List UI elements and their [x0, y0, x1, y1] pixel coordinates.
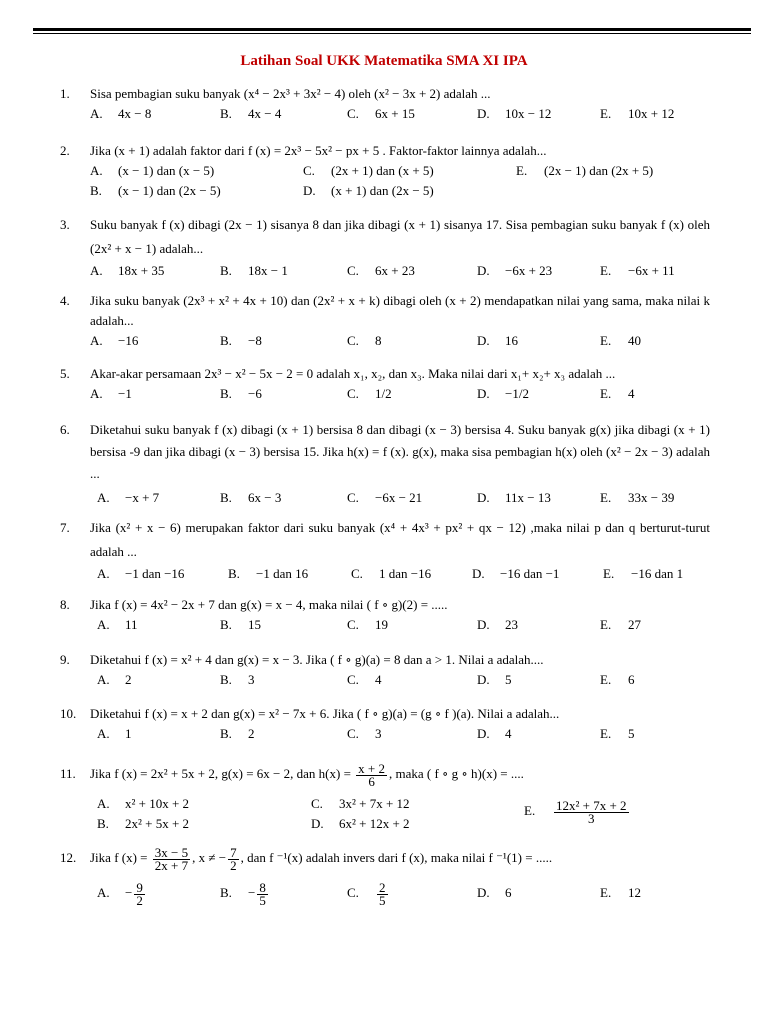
question-7 [60, 516, 710, 584]
question-number: 10. [60, 706, 77, 721]
question-5 [60, 364, 710, 404]
question-2 [60, 141, 710, 201]
question-number: 12. [60, 850, 77, 865]
option-e: E. 27 [600, 617, 641, 632]
option-d: D. 4 [477, 726, 512, 741]
option-b: B. 4x − 4 [220, 106, 282, 121]
question-text: Jika f (x) = $\frac{3x - 5}{2x + 7}$ , x ≠ − $\frac{7}{2}$ , dan f ⁻¹(x) adalah invers dari f (x), maka nilai f ⁻¹(1) = ..... [90, 844, 553, 873]
option-a: A. x² + 10x + 2 [97, 796, 190, 811]
option-e: E. (2x − 1) dan (2x + 5) [516, 163, 654, 178]
option-c: C. $\frac{2}{5}$ [347, 879, 386, 908]
option-b: B. (x − 1) dan (2x − 5) [90, 183, 221, 198]
option-row [60, 181, 710, 201]
option-a: A. −x + 7 [97, 490, 160, 505]
option-b: B. 3 [220, 672, 255, 687]
option-b: B. 18x − 1 [220, 263, 288, 278]
option-row [60, 261, 710, 281]
option-a: A. −1 [90, 386, 132, 401]
option-a: A. 1 [97, 726, 132, 741]
option-d: D. 23 [477, 617, 518, 632]
fraction: $\frac{x + 2}{6}$ [358, 760, 385, 789]
option-c: C. 19 [347, 617, 388, 632]
question-text: Jika (x² + x − 6) merupakan faktor dari suku banyak (x⁴ + 4x³ + px² + qx − 12) ,maka nilai p dan q berturut-turut adalah ... [90, 520, 710, 559]
option-e: E. 10x + 12 [600, 106, 675, 121]
question-text: Jika f (x) = 4x² − 2x + 7 dan g(x) = x − 4, maka nilai ( f ∘ g)(2) = ..... [90, 597, 448, 612]
option-e: E. 6 [600, 672, 635, 687]
option-a: A. −1 dan −16 [97, 566, 185, 581]
option-d: D. −1/2 [477, 386, 529, 401]
option-e: E. 4 [600, 386, 635, 401]
fraction: $\frac{7}{2}$ [230, 844, 237, 873]
option-c: C. 8 [347, 333, 382, 348]
option-row [60, 161, 710, 181]
option-d: D. 16 [477, 333, 518, 348]
option-d: D. 6 [477, 885, 512, 900]
question-4 [60, 291, 710, 351]
option-a: A. 18x + 35 [90, 263, 165, 278]
question-text: Suku banyak f (x) dibagi (2x − 1) sisanya 8 dan jika dibagi (x + 1) sisanya 17. Sisa pembagian suku banyak f (x) oleh (2x² + x − 1) adalah... [90, 217, 710, 256]
question-number: 4. [60, 293, 70, 308]
option-c: C. 3x² + 7x + 12 [311, 796, 410, 811]
option-a: A. 2 [97, 672, 132, 687]
question-text: Jika (x + 1) adalah faktor dari f (x) = 2x³ − 5x² − px + 5 . Faktor-faktor lainnya adalah... [90, 143, 547, 158]
option-row [60, 670, 710, 690]
option-e: E. −6x + 11 [600, 263, 675, 278]
option-row [60, 485, 710, 511]
option-row [60, 384, 710, 404]
option-c: C. 3 [347, 726, 382, 741]
option-c: C. 6x + 23 [347, 263, 415, 278]
question-text: Jika suku banyak (2x³ + x² + 4x + 10) dan (2x² + x + k) dibagi oleh (x + 2) mendapatkan nilai yang sama, maka nilai k adalah... [90, 293, 710, 328]
question-text: Diketahui f (x) = x + 2 dan g(x) = x² − 7x + 6. Jika ( f ∘ g)(a) = (g ∘ f )(a). Nilai a adalah... [90, 706, 560, 721]
option-d: D. −6x + 23 [477, 263, 553, 278]
option-b: B. 6x − 3 [220, 490, 282, 505]
question-text: Akar-akar persamaan 2x³ − x² − 5x − 2 = 0 adalah x₁, x₂, dan x₃. Maka nilai dari x₁+ x₂+ x₃ adalah ... [90, 366, 616, 381]
option-a: A. −16 [90, 333, 139, 348]
option-row [60, 875, 710, 911]
option-e: E. 5 [600, 726, 635, 741]
question-text: Sisa pembagian suku banyak (x⁴ − 2x³ + 3x² − 4) oleh (x² − 3x + 2) adalah ... [90, 86, 491, 101]
option-d: D. 10x − 12 [477, 106, 552, 121]
option-b: B. 2x² + 5x + 2 [97, 816, 190, 831]
option-d: D. (x + 1) dan (2x − 5) [303, 183, 434, 198]
question-number: 8. [60, 597, 70, 612]
fraction: $\frac{8}{5}$ [259, 879, 266, 908]
option-d: D. 6x² + 12x + 2 [311, 816, 410, 831]
option-row [60, 724, 710, 744]
question-number: 1. [60, 86, 70, 101]
option-e: E. 12 [600, 885, 641, 900]
question-number: 5. [60, 366, 70, 381]
option-a: A. 4x − 8 [90, 106, 152, 121]
option-a: A. − $\frac{9}{2}$ [97, 879, 143, 908]
question-number: 6. [60, 422, 70, 437]
top-border-thick [33, 28, 751, 31]
question-number: 11. [60, 766, 76, 781]
option-b: B. 2 [220, 726, 255, 741]
fraction: $\frac{2}{5}$ [379, 879, 386, 908]
question-number: 3. [60, 217, 70, 232]
option-b: B. −1 dan 16 [228, 566, 309, 581]
option-e: E. 33x − 39 [600, 490, 675, 505]
top-border-thin [33, 33, 751, 34]
question-number: 7. [60, 520, 70, 535]
option-grid [60, 794, 710, 838]
option-a: A. (x − 1) dan (x − 5) [90, 163, 215, 178]
option-row [60, 615, 710, 635]
option-e: E. −16 dan 1 [603, 566, 684, 581]
option-b: B. −6 [220, 386, 262, 401]
option-b: B. 15 [220, 617, 261, 632]
question-11 [60, 760, 710, 838]
option-c: C. −6x − 21 [347, 490, 423, 505]
question-6 [60, 419, 710, 511]
page-title: Latihan Soal UKK Matematika SMA XI IPA [240, 53, 528, 69]
option-d: D. −16 dan −1 [472, 566, 560, 581]
option-e: E. $\frac{\text{12x² + 7x + 2}}{3}$ [524, 798, 627, 826]
option-d: D. 11x − 13 [477, 490, 551, 505]
question-12 [60, 843, 710, 911]
question-text: Diketahui suku banyak f (x) dibagi (x + 1) bersisa 8 dan dibagi (x − 3) bersisa 4. Suku banyak g(x) jika dibagi (x + 1) bersisa -9 dan jika dibagi (x − 3) bersisa 15. Jika h(x) = f (x). g(x), maka sisa pembagian h(x) oleh (x² − 2x − 3) adalah ... [90, 422, 710, 481]
option-row [60, 104, 710, 124]
option-e: E. 40 [600, 333, 641, 348]
option-c: C. 1/2 [347, 386, 392, 401]
question-3 [60, 213, 710, 281]
question-8 [60, 595, 710, 635]
option-b: B. − $\frac{8}{5}$ [220, 879, 266, 908]
option-b: B. −8 [220, 333, 262, 348]
question-9 [60, 650, 710, 690]
fraction: $\frac{3x - 5}{2x + 7}$ [154, 844, 189, 873]
option-c: C. 6x + 15 [347, 106, 415, 121]
question-number: 2. [60, 143, 70, 158]
option-a: A. 11 [97, 617, 138, 632]
fraction: $\frac{9}{2}$ [136, 879, 143, 908]
question-10 [60, 704, 710, 744]
option-c: C. 1 dan −16 [351, 566, 432, 581]
question-text: Diketahui f (x) = x² + 4 dan g(x) = x − 3. Jika ( f ∘ g)(a) = 8 dan a > 1. Nilai a adalah.... [90, 652, 544, 667]
option-c: C. 4 [347, 672, 382, 687]
option-row [60, 331, 710, 351]
option-d: D. 5 [477, 672, 512, 687]
option-row [60, 564, 710, 584]
question-1 [60, 84, 710, 124]
option-c: C. (2x + 1) dan (x + 5) [303, 163, 434, 178]
question-number: 9. [60, 652, 70, 667]
fraction: $\frac{\text{12x² + 7x + 2}}{3}$ [556, 798, 627, 826]
question-text: Jika f (x) = 2x² + 5x + 2, g(x) = 6x − 2, dan h(x) = $\frac{x + 2}{6}$ , maka ( f ∘ g ∘ h)(x) = .... [90, 760, 524, 789]
